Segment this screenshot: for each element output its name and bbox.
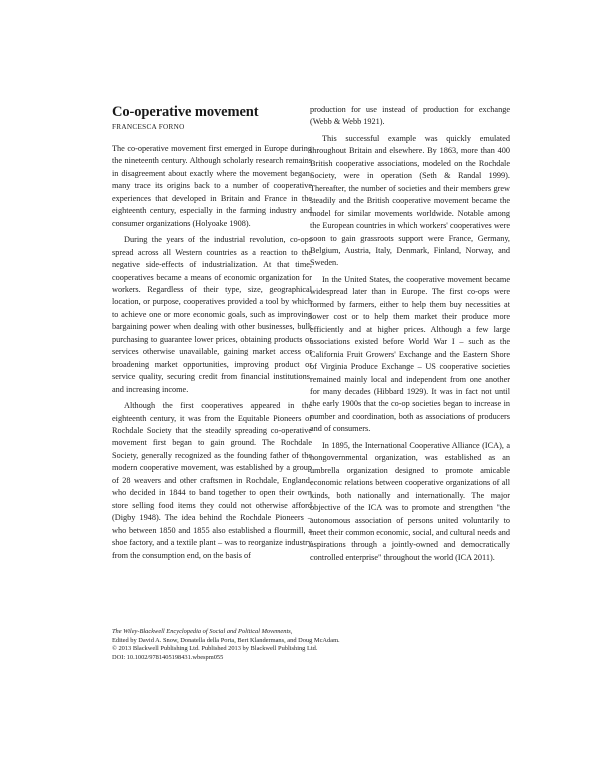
paragraph: The co-operative movement first emerged in Europe during the nineteenth century. Although scholarly research remains in disagreement about exactly where the movement began, many trace its origins back to a number of cooperative experiences that developed in Britain and France in the eighteenth century, especially in the farming industry and consumer organizations (Holyoake 1908). <box>112 144 312 228</box>
article-author: FRANCESCA FORNO <box>112 123 185 131</box>
publication-footer <box>112 628 512 662</box>
paragraph: This successful example was quickly emulated throughout Britain and elsewhere. By 1863, more than 400 British cooperative associations, modeled on the Rochdale Society, were in operation (Seth & Randal 1999). Thereafter, the number of societies and their members grew steadily and the British cooperative movement became the model for similar movements worldwide. Notable among the European countries in which workers' cooperatives were soon to gain grassroots support were France, Germany, Belgium, Austria, Italy, Denmark, Finland, Norway, and Sweden. <box>310 133 510 268</box>
paragraph: In 1895, the International Cooperative Alliance (ICA), a nongovernmental organization, was established as an umbrella organization designed to promote amicable economic relations between cooperative organizations of all kinds, both nationally and internationally. The major objective of the ICA was to promote and strengthen "the autonomous association of persons united voluntarily to meet their common economic, social, and cultural needs and aspirations through a jointly-owned and democratically controlled enterprise" throughout the world (ICA 2011). <box>310 440 510 562</box>
copyright-line: © 2013 Blackwell Publishing Ltd. Published 2013 by Blackwell Publishing Ltd. <box>112 645 318 653</box>
paragraph: Although the first cooperatives appeared in the eighteenth century, it was from the Equitable Pioneers of Rochdale Society that the steadily spreading co-operative movement first began to gain ground. The Rochdale Society, generally recognized as the founding father of the modern cooperative movement, was established by a group of 28 weavers and other craftsmen in Rochdale, England, who decided in 1844 to band together to open their own store selling food items they could not otherwise afford (Digby 1948). The idea behind the Rochdale Pioneers – who between 1850 and 1855 also established a flourmill, a shoe factory, and a textile plant – was to reorganize industry from the consumption end, on the basis of <box>112 401 312 560</box>
doi-line: DOI: 10.1002/9781405198431.wbespm055 <box>112 653 224 661</box>
book-title: The Wiley-Blackwell Encyclopedia of Social and Political Movements, <box>112 628 293 635</box>
paragraph: production for use instead of production for exchange (Webb & Webb 1921). <box>310 105 510 127</box>
article-title: Co-operative movement <box>112 104 259 120</box>
left-column <box>112 143 312 562</box>
paragraph: During the years of the industrial revolution, co-ops spread across all Western countries as a reaction to the negative side-effects of industrialization. At that time, cooperatives became a means of economic organization for workers. Regardless of their type, size, geographical location, or purpose, cooperatives provided a tool by which to achieve one or more economic goals, such as improving bargaining power when dealing with other businesses, bulk purchasing to guarantee lower prices, obtaining products or services otherwise unavailable, gaining market access or broadening market opportunities, improving product or service quality, securing credit from financial institutions, and increasing income. <box>112 235 312 394</box>
right-column <box>310 104 510 564</box>
editors-line: Edited by David A. Snow, Donatella della Porta, Bert Klandermans, and Doug McAdam. <box>112 636 340 644</box>
paragraph: In the United States, the cooperative movement became widespread later than in Europe. The first co-ops were formed by farmers, either to help them buy necessities at lower cost or to help them market their produce more efficiently and at higher prices. Although a few large associations existed before World War I – such as the California Fruit Growers' Exchange and the Eastern Shore of Virginia Produce Exchange – US cooperative societies remained mainly local and independent from one another for many decades (Hibbard 1929). It was in fact not until the early 1900s that the co-op societies began to increase in number and coordination, both as associations of producers and of consumers. <box>310 274 510 434</box>
